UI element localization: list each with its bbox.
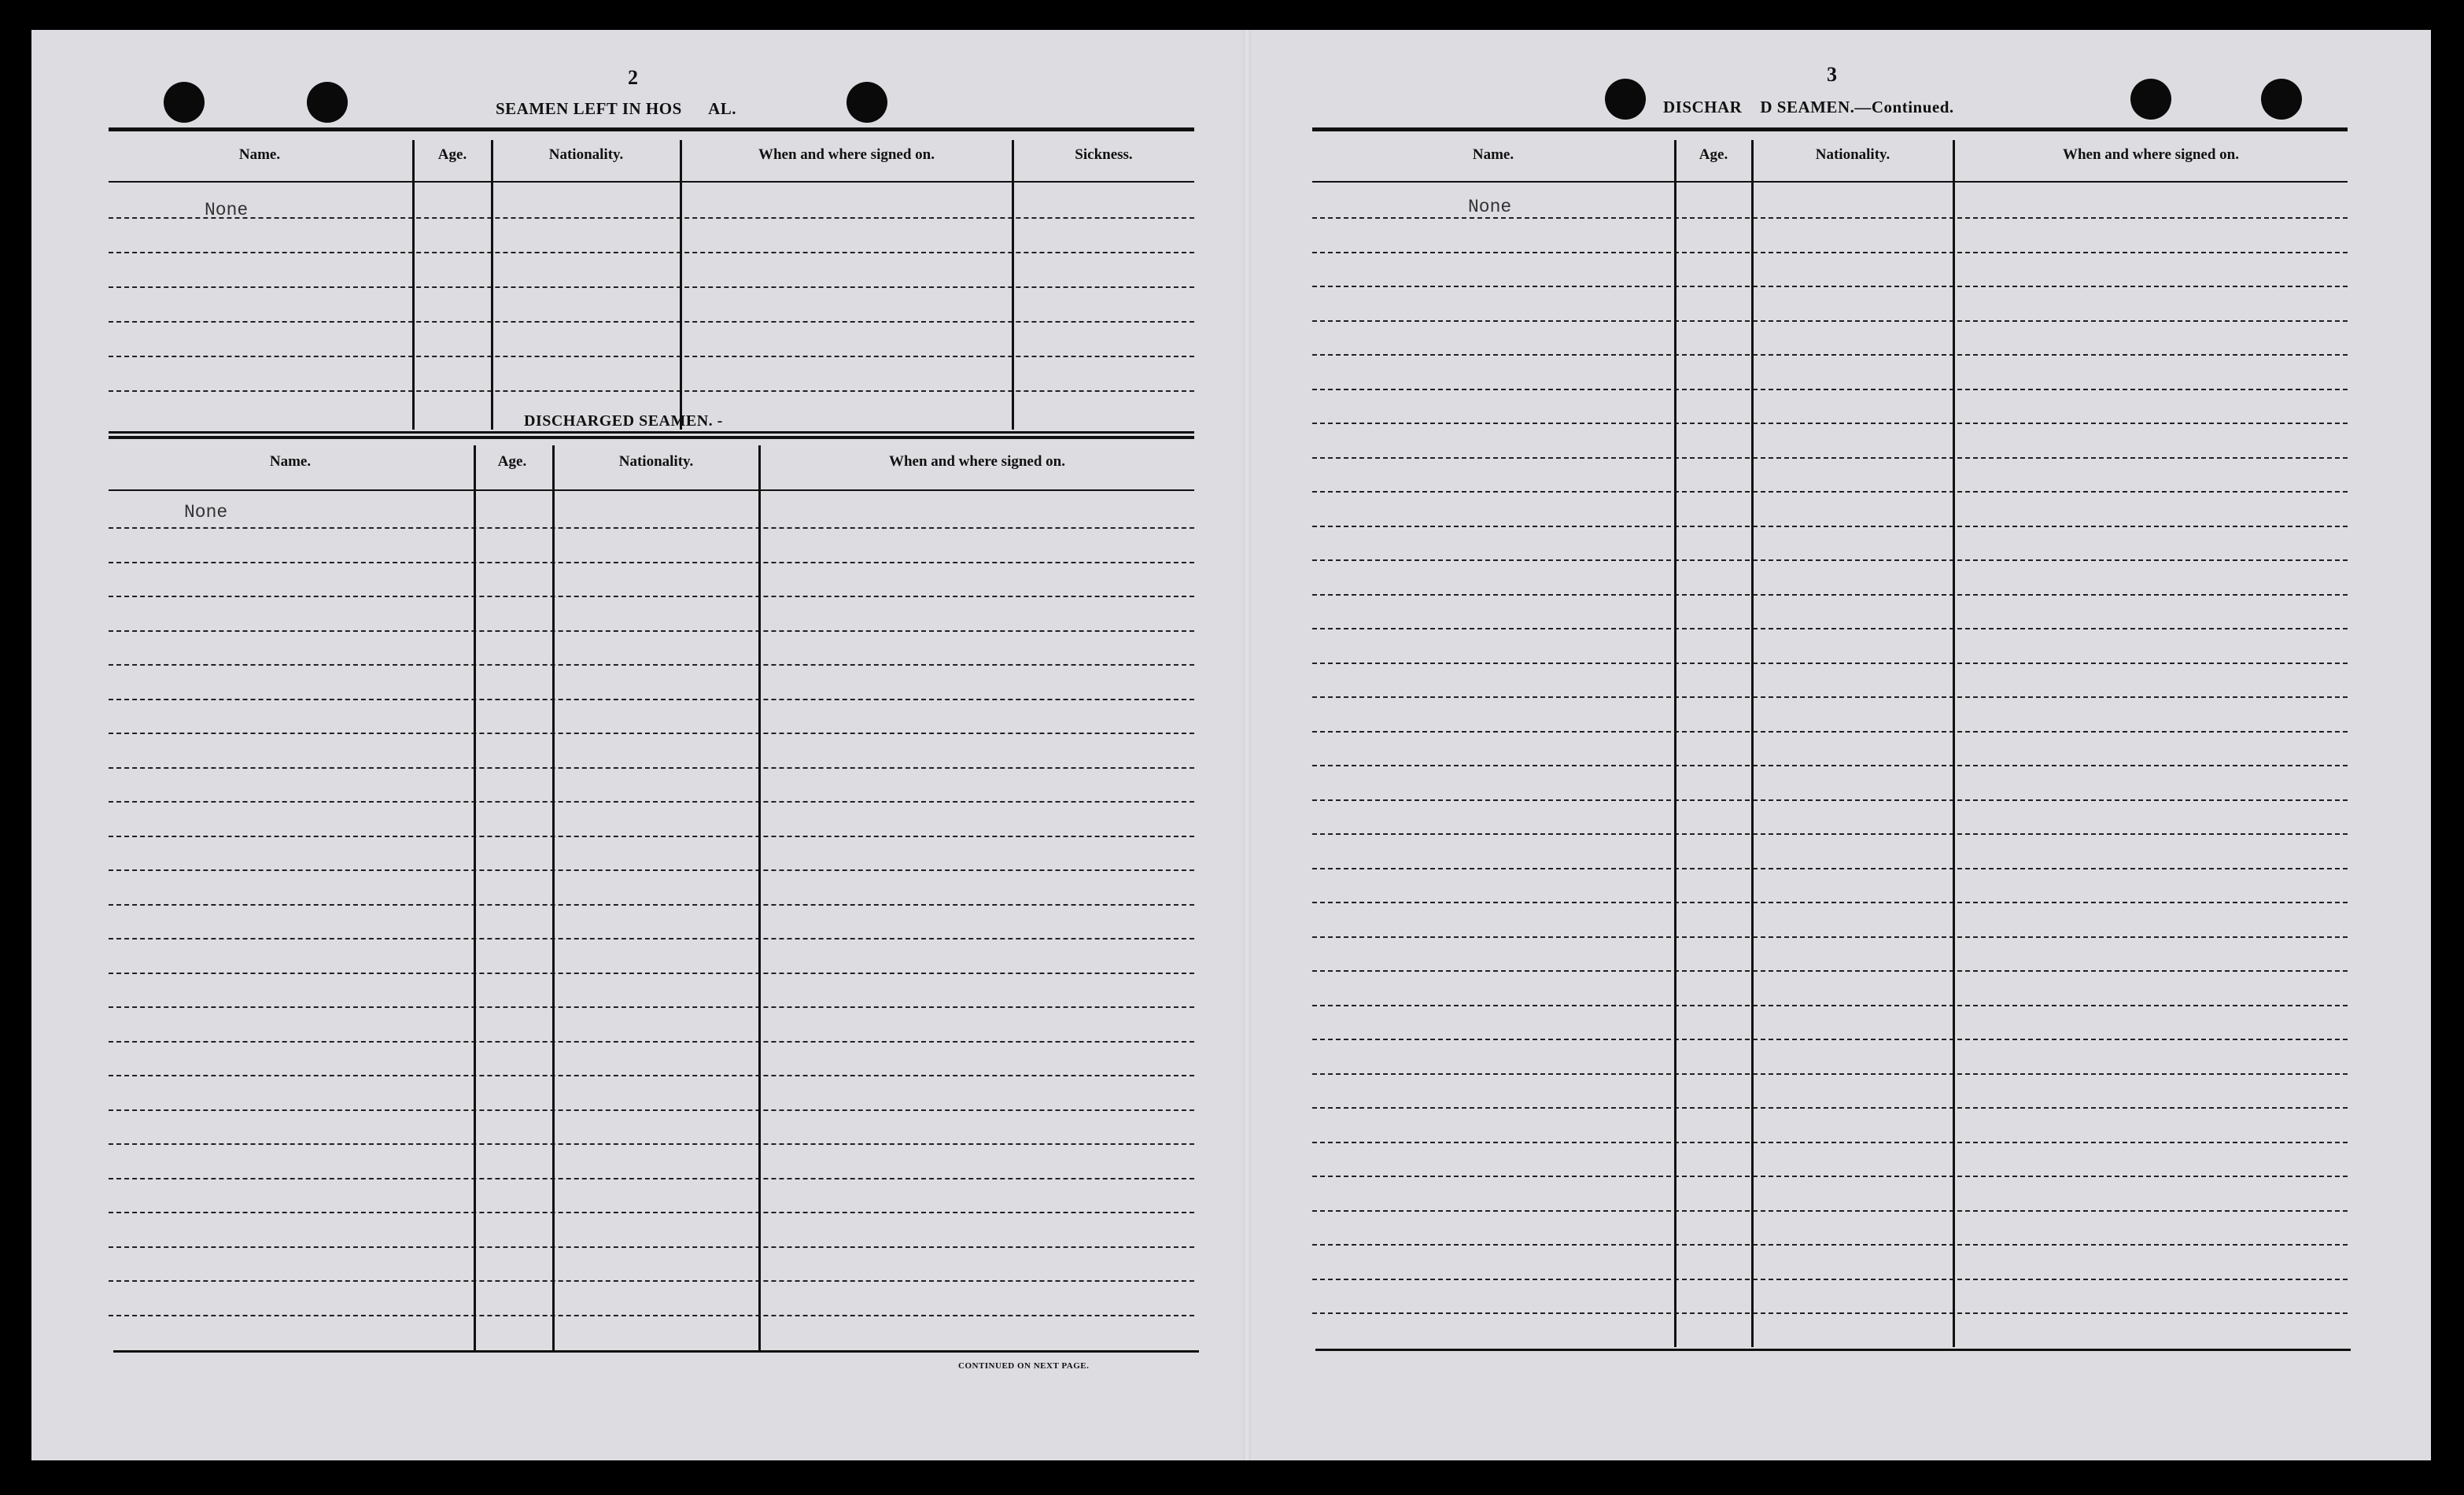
ruled-line [109, 630, 1194, 632]
section-rule [109, 436, 1194, 439]
ruled-line [109, 1006, 1194, 1008]
ruled-line [109, 801, 1194, 803]
ruled-line [1312, 1005, 2348, 1006]
col-header-age: Age. [437, 146, 467, 163]
ruled-line [109, 1315, 1194, 1316]
bottom-rule [113, 1350, 1199, 1353]
col-divider [412, 140, 415, 430]
ruled-line [1312, 217, 2348, 219]
col-header-signed-on: When and where signed on. [758, 146, 935, 163]
ruled-line [109, 869, 1194, 871]
col-divider [474, 445, 476, 1350]
top-rule [1312, 127, 2348, 131]
ruled-line [109, 664, 1194, 666]
page-number: 3 [1827, 63, 1837, 86]
ruled-line [109, 836, 1194, 837]
col-header-nationality: Nationality. [1815, 146, 1890, 163]
page-number: 2 [628, 66, 638, 89]
ruled-line [1312, 696, 2348, 698]
col-header-name: Name. [238, 146, 281, 163]
ruled-line [109, 252, 1194, 253]
col-divider [552, 445, 555, 1350]
ruled-line [1312, 765, 2348, 766]
ruled-line [1312, 833, 2348, 835]
section-rule [109, 431, 1194, 434]
col-header-nationality: Nationality. [618, 453, 694, 470]
continued-note: CONTINUED ON NEXT PAGE. [958, 1361, 1090, 1371]
col-divider [1674, 140, 1676, 1347]
ruled-line [1312, 1107, 2348, 1109]
col-header-sickness: Sickness. [1075, 146, 1133, 163]
ruled-line [109, 938, 1194, 939]
header-rule [1312, 181, 2348, 183]
ruled-line [1312, 423, 2348, 424]
col-header-age: Age. [497, 453, 527, 470]
ruled-line [109, 356, 1194, 357]
ruled-line [1312, 1142, 2348, 1143]
page-divider [1243, 30, 1251, 1460]
ruled-line [109, 733, 1194, 734]
punch-hole [847, 82, 887, 123]
col-divider [1012, 140, 1014, 430]
ruled-line [1312, 902, 2348, 903]
ruled-line [1312, 526, 2348, 527]
discharged-continued-title: DISCHAR D SEAMEN.—Continued. [1663, 98, 1954, 116]
ruled-line [109, 973, 1194, 974]
col-divider [758, 445, 761, 1350]
col-header-signed-on: When and where signed on. [888, 453, 1065, 470]
ruled-line [1312, 799, 2348, 801]
ruled-line [109, 1280, 1194, 1282]
ruled-line [1312, 252, 2348, 253]
discharged-entry-name: None [184, 502, 228, 522]
punch-hole [1605, 79, 1646, 120]
top-rule [109, 127, 1194, 131]
bottom-rule [1315, 1349, 2351, 1351]
scanned-document [31, 30, 2431, 1460]
ruled-line [1312, 936, 2348, 938]
ruled-line [1312, 1279, 2348, 1280]
col-header-name: Name. [1472, 146, 1514, 163]
ruled-line [1312, 594, 2348, 596]
hospital-entry-name: None [205, 200, 249, 220]
ruled-line [1312, 389, 2348, 390]
ruled-line [1312, 1244, 2348, 1246]
ruled-line [1312, 354, 2348, 356]
ruled-line [109, 527, 1194, 529]
ruled-line [1312, 970, 2348, 972]
ruled-line [109, 1041, 1194, 1043]
ruled-line [109, 1212, 1194, 1213]
discharged-section-title: DISCHARGED SEAMEN. - [524, 412, 723, 430]
ruled-line [1312, 457, 2348, 459]
col-divider [491, 140, 493, 430]
col-header-name: Name. [269, 453, 312, 470]
col-divider [1751, 140, 1754, 1347]
ruled-line [109, 217, 1194, 219]
ruled-line [109, 321, 1194, 323]
header-rule [109, 181, 1194, 183]
ruled-line [109, 286, 1194, 288]
ruled-line [109, 1075, 1194, 1076]
ruled-line [109, 1246, 1194, 1248]
col-header-signed-on: When and where signed on. [2062, 146, 2239, 163]
ruled-line [1312, 286, 2348, 287]
col-divider [680, 140, 682, 430]
col-header-nationality: Nationality. [548, 146, 624, 163]
col-divider [1953, 140, 1955, 1347]
punch-hole [307, 82, 348, 123]
ruled-line [109, 904, 1194, 906]
hospital-section-title: SEAMEN LEFT IN HOS AL. [496, 99, 737, 118]
ruled-line [1312, 1176, 2348, 1177]
ruled-line [1312, 320, 2348, 322]
punch-hole [164, 82, 205, 123]
ruled-line [109, 767, 1194, 769]
ruled-line [1312, 1312, 2348, 1314]
ruled-line [109, 1178, 1194, 1179]
header-rule [109, 489, 1194, 491]
ruled-line [1312, 731, 2348, 733]
ruled-line [1312, 559, 2348, 561]
ruled-line [1312, 1039, 2348, 1040]
ruled-line [1312, 491, 2348, 493]
ruled-line [109, 562, 1194, 563]
ruled-line [109, 1109, 1194, 1111]
continued-entry-name: None [1468, 197, 1512, 217]
col-header-age: Age. [1699, 146, 1728, 163]
ruled-line [109, 596, 1194, 597]
punch-hole [2261, 79, 2302, 120]
ruled-line [109, 390, 1194, 392]
punch-hole [2130, 79, 2171, 120]
ruled-line [109, 699, 1194, 700]
ruled-line [1312, 628, 2348, 629]
ruled-line [1312, 663, 2348, 664]
ruled-line [1312, 868, 2348, 869]
ruled-line [1312, 1073, 2348, 1075]
ruled-line [109, 1143, 1194, 1145]
ruled-line [1312, 1210, 2348, 1212]
